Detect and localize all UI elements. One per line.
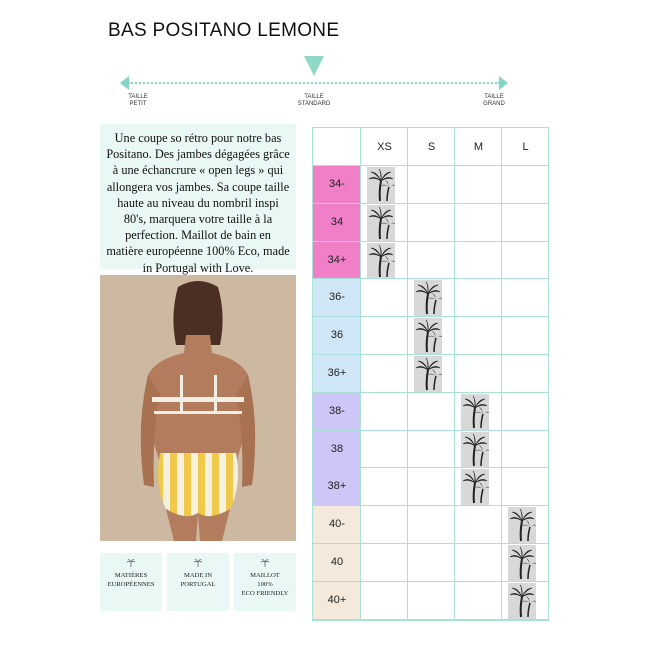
scale-label-small xyxy=(118,94,158,108)
palm-tree-icon xyxy=(367,205,395,241)
size-row-label: 40+ xyxy=(313,582,361,620)
size-row-label: 34+ xyxy=(313,242,361,280)
grid-divider xyxy=(313,354,548,355)
grid-divider xyxy=(313,165,548,166)
scale-label-small-line2: PETIT xyxy=(129,101,147,107)
scale-label-standard xyxy=(294,94,334,108)
grid-divider xyxy=(454,128,455,620)
badge-text-1: MAILLOT xyxy=(250,572,280,579)
badge-text-2: 100% xyxy=(257,581,273,588)
badge-text-1: MADE IN xyxy=(183,572,213,579)
arrow-right-icon xyxy=(499,76,508,90)
palm-tree-icon xyxy=(414,356,442,392)
palm-small-icon xyxy=(194,559,202,567)
size-column-header: L xyxy=(522,141,529,153)
palm-tree-icon xyxy=(461,394,489,430)
grid-divider xyxy=(548,128,549,620)
scale-label-big-line2: GRAND xyxy=(483,101,505,107)
grid-divider xyxy=(313,316,548,317)
badge-eco-friendly xyxy=(234,553,296,611)
size-row-label: 40 xyxy=(313,544,361,582)
size-scale xyxy=(118,58,510,110)
badge-made-in-portugal xyxy=(167,553,229,611)
scale-label-big-line1: TAILLE xyxy=(484,94,504,100)
grid-divider xyxy=(313,505,548,506)
badge-european-materials xyxy=(100,553,162,611)
product-photo xyxy=(100,275,296,541)
grid-divider xyxy=(313,278,548,279)
palm-small-icon xyxy=(261,559,269,567)
size-column-header: XS xyxy=(377,141,392,153)
badge-text-1: MATIÈRES xyxy=(114,572,148,579)
size-row-label: 38+ xyxy=(313,468,361,506)
arrow-left-icon xyxy=(120,76,129,90)
grid-divider xyxy=(313,241,548,242)
grid-divider xyxy=(313,543,548,544)
grid-divider xyxy=(313,581,548,582)
size-row-label: 36 xyxy=(313,317,361,355)
size-table xyxy=(312,127,549,621)
size-row-label: 34 xyxy=(313,204,361,242)
palm-tree-icon xyxy=(367,167,395,203)
size-column-header: S xyxy=(427,141,436,153)
grid-divider xyxy=(313,619,548,620)
size-row-label: 38 xyxy=(313,431,361,469)
standard-marker-icon xyxy=(304,56,324,76)
size-row-label: 36+ xyxy=(313,355,361,393)
palm-tree-icon xyxy=(414,280,442,316)
grid-divider xyxy=(313,467,548,468)
size-row-label: 40- xyxy=(313,506,361,544)
scale-label-small-line1: TAILLE xyxy=(128,94,148,100)
size-row-label: 34- xyxy=(313,166,361,204)
scale-label-standard-line1: TAILLE xyxy=(304,94,324,100)
badge-text-3: ECO FRIENDLY xyxy=(241,590,289,597)
grid-divider xyxy=(407,128,408,620)
scale-label-standard-line2: STANDARD xyxy=(297,101,331,107)
badge-text-2: EUROPÉENNES xyxy=(107,581,155,588)
grid-divider xyxy=(313,203,548,204)
grid-divider xyxy=(313,392,548,393)
grid-divider xyxy=(501,128,502,620)
product-description: Une coupe so rétro pour notre bas Positano. Des jambes dégagées grâce à une échancrure « open legs » qui allongera vos jambes. Sa coupe taille haute au niveau du nombril inspi 80's, marquera votre taille à la perfection. Maillot de bain en matière européenne 100% Eco, made in Portugal with Love. xyxy=(100,124,296,269)
palm-tree-icon xyxy=(508,545,536,581)
palm-tree-icon xyxy=(508,583,536,619)
size-column-header: M xyxy=(473,141,484,153)
scale-line xyxy=(128,82,500,84)
page-title: BAS POSITANO LEMONE xyxy=(108,20,340,41)
palm-tree-icon xyxy=(367,243,395,279)
grid-divider xyxy=(313,430,548,431)
palm-small-icon xyxy=(127,559,135,567)
scale-label-big xyxy=(474,94,514,108)
size-row-label: 38- xyxy=(313,393,361,431)
palm-tree-icon xyxy=(508,507,536,543)
grid-divider xyxy=(360,128,361,620)
badge-text-2: PORTUGAL xyxy=(180,581,216,588)
palm-tree-icon xyxy=(461,432,489,468)
palm-tree-icon xyxy=(461,469,489,505)
palm-tree-icon xyxy=(414,318,442,354)
size-row-label: 36- xyxy=(313,279,361,317)
